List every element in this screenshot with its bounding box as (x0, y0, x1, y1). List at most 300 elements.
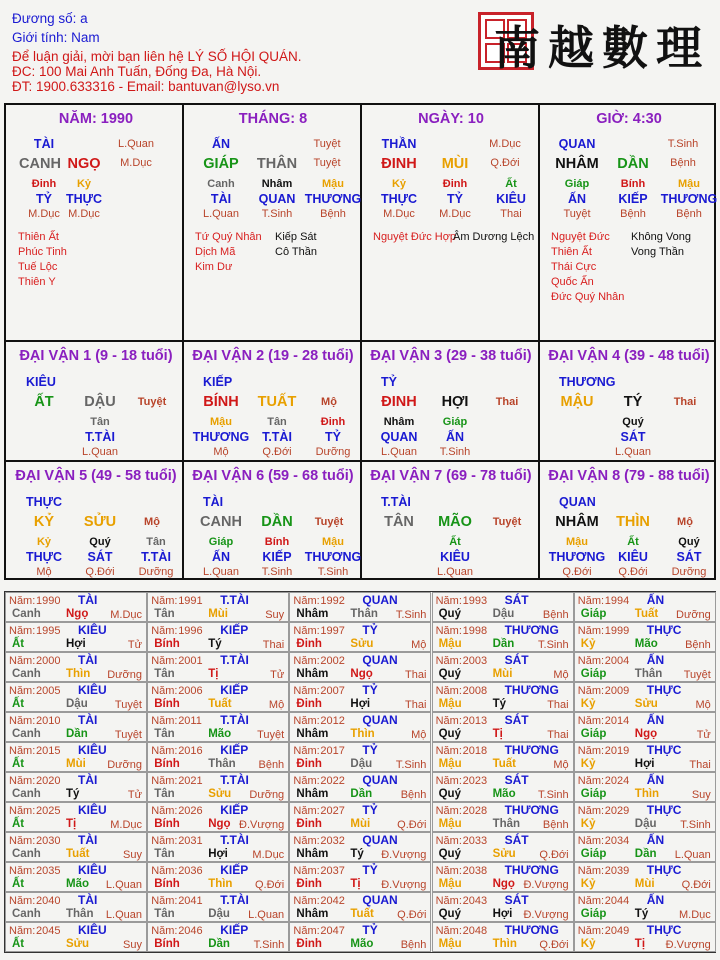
year-cell (289, 922, 431, 952)
year-branch: Dậu (492, 608, 515, 620)
year-ten-god: ẤN (646, 893, 665, 907)
annual-table (4, 591, 716, 953)
year-cell (432, 622, 574, 652)
year-status: Q.Đới (681, 879, 711, 891)
year-ten-god: KIẾP (220, 683, 249, 697)
dai-van-ten-god: TỶ (381, 375, 397, 389)
pillar-ten-god: ẤN (211, 137, 231, 151)
year-status: T.Sinh (395, 609, 427, 621)
hidden-status: M.Dục (383, 208, 415, 220)
year-stem: Đinh (296, 698, 322, 710)
year-branch: Tý (634, 908, 649, 920)
dai-van-branch: HỢI (441, 394, 469, 410)
year-branch: Dậu (208, 908, 230, 920)
year-ten-god: QUAN (362, 773, 398, 787)
year-label: Năm: (151, 925, 178, 937)
year-stem: Quý (438, 728, 461, 740)
dai-van-hidden-ten-god: ẤN (211, 550, 231, 564)
year-cell (289, 772, 431, 802)
year-ten-god: KIẾP (220, 623, 249, 637)
year-status: Đ.Vượng (381, 879, 427, 891)
dai-van-status: Mộ (144, 516, 160, 528)
year-ten-god: TỶ (362, 863, 378, 877)
year-status: Đ.Vượng (665, 939, 711, 951)
year-stem: Quý (438, 788, 461, 800)
year-branch: Mão (66, 878, 89, 890)
year-cell (574, 922, 716, 952)
year-cell (5, 682, 147, 712)
year-cell (147, 802, 289, 832)
year-branch: Hợi (208, 848, 228, 860)
year-label: Năm: (151, 625, 178, 637)
dai-van-hidden-status: Dưỡng (315, 446, 351, 458)
dai-van-hidden-status: L.Quan (380, 446, 418, 458)
dai-van-hidden-stem: Bính (264, 536, 290, 548)
star-item: Thiên Ất (551, 246, 592, 258)
year-cell (147, 772, 289, 802)
year-number: 2032 (320, 835, 345, 847)
year-number: 1995 (36, 625, 61, 637)
year-cell (5, 622, 147, 652)
pillar-title: THÁNG: 8 (238, 111, 308, 127)
year-stem: Quý (438, 608, 461, 620)
dai-van-hidden-ten-god: QUAN (380, 430, 418, 444)
year-branch: Tuất (492, 758, 517, 770)
hidden-status: Bệnh (320, 208, 346, 220)
dai-van-hidden-stem: Quý (678, 536, 700, 548)
year-stem: Giáp (580, 848, 607, 860)
year-ten-god: THƯƠNG (504, 803, 559, 817)
year-branch: Sửu (492, 848, 516, 860)
dai-van-hidden-status: Dưỡng (671, 566, 707, 578)
year-label: Năm: (435, 895, 462, 907)
dai-van-stem: TÂN (384, 514, 414, 530)
hidden-ten-god: THỰC (380, 192, 418, 206)
year-stem: Đinh (296, 638, 322, 650)
year-status: L.Quan (248, 909, 285, 921)
year-stem: Đinh (296, 758, 322, 770)
year-number: 2001 (178, 655, 203, 667)
hidden-status: M.Dục (439, 208, 471, 220)
year-ten-god: THỰC (646, 743, 682, 757)
year-branch: Thân (66, 908, 94, 920)
dai-van-hidden-ten-god: SÁT (676, 550, 702, 564)
year-number: 1997 (320, 625, 345, 637)
year-cell (5, 922, 147, 952)
year-status: Thai (262, 639, 285, 651)
dai-van-title: ĐẠI VẬN 3 (29 - 38 tuổi) (370, 348, 532, 364)
year-label: Năm: (9, 895, 36, 907)
dai-van-hidden-status: T.Sinh (439, 446, 471, 458)
year-label: Năm: (577, 865, 605, 877)
year-stem: Bính (154, 878, 180, 890)
year-label: Năm: (435, 745, 462, 757)
year-status: Thai (547, 699, 569, 711)
year-cell (289, 682, 431, 712)
year-branch: Sửu (350, 638, 374, 650)
year-status: Tử (696, 729, 711, 741)
year-number: 2005 (36, 685, 61, 697)
year-branch: Thìn (208, 878, 233, 890)
year-label: Năm: (293, 655, 320, 667)
year-ten-god: TÀI (78, 713, 98, 727)
dai-van-ten-god: THƯƠNG (559, 375, 616, 389)
year-number: 2012 (320, 715, 345, 727)
year-branch: Dần (492, 638, 515, 650)
year-ten-god: KIẾP (220, 923, 249, 937)
year-status: Thai (404, 669, 427, 681)
dai-van-hidden-stem: Giáp (442, 416, 468, 428)
year-number: 2015 (36, 745, 61, 757)
hidden-ten-god: KIÊU (496, 192, 526, 206)
year-cell (147, 652, 289, 682)
year-number: 2003 (462, 655, 488, 667)
dai-van-hidden-stem: Nhâm (383, 416, 415, 428)
year-status: Bệnh (685, 639, 711, 651)
year-cell (289, 832, 431, 862)
year-number: 2026 (178, 805, 203, 817)
year-label: Năm: (435, 685, 462, 697)
year-ten-god: QUAN (362, 713, 398, 727)
year-stem: Nhâm (296, 728, 329, 740)
year-number: 2021 (178, 775, 203, 787)
year-branch: Mão (350, 938, 374, 950)
year-label: Năm: (293, 745, 320, 757)
year-stem: Mậu (438, 938, 462, 950)
year-label: Năm: (151, 685, 178, 697)
dai-van-cell (541, 462, 717, 580)
year-ten-god: ẤN (646, 833, 665, 847)
dai-van-hidden-ten-god: TỶ (325, 430, 341, 444)
year-ten-god: TỶ (362, 683, 378, 697)
dai-van-hidden-ten-god: KIẾP (262, 550, 292, 564)
year-cell (432, 682, 574, 712)
year-label: Năm: (293, 595, 320, 607)
dai-van-title: ĐẠI VẬN 1 (9 - 18 tuổi) (19, 348, 173, 364)
dai-van-hidden-status: Mộ (213, 446, 229, 458)
dai-van-branch: DẦN (261, 514, 293, 530)
year-label: Năm: (293, 925, 320, 937)
dai-van-hidden-status: Q.Đới (618, 566, 648, 578)
year-ten-god: T.TÀI (220, 893, 249, 907)
year-label: Năm: (577, 715, 605, 727)
year-cell (432, 922, 574, 952)
year-ten-god: THỰC (646, 803, 682, 817)
pillar-cell (541, 105, 717, 340)
year-label: Năm: (577, 625, 605, 637)
year-status: L.Quan (674, 849, 711, 861)
year-label: Năm: (577, 805, 605, 817)
year-stem: Nhâm (296, 788, 329, 800)
year-stem: Canh (12, 848, 41, 860)
year-ten-god: ẤN (646, 653, 665, 667)
hidden-stem: Kỷ (76, 178, 92, 190)
year-ten-god: TÀI (78, 773, 98, 787)
year-label: Năm: (9, 865, 36, 877)
year-status: Bệnh (400, 789, 427, 801)
hidden-status: Bệnh (620, 208, 646, 220)
year-status: T.Sinh (253, 939, 285, 951)
year-ten-god: TỶ (362, 743, 378, 757)
year-label: Năm: (577, 745, 605, 757)
year-cell (5, 772, 147, 802)
year-ten-god: ẤN (646, 713, 665, 727)
year-branch: Tị (492, 728, 503, 740)
year-label: Năm: (293, 805, 320, 817)
pillar-title: GIỜ: 4:30 (596, 111, 662, 127)
year-label: Năm: (9, 745, 36, 757)
dai-van-title: ĐẠI VẬN 4 (39 - 48 tuổi) (548, 348, 710, 364)
year-label: Năm: (577, 595, 605, 607)
year-stem: Tân (154, 848, 175, 860)
year-ten-god: QUAN (362, 593, 398, 607)
year-number: 1996 (178, 625, 203, 637)
dai-van-hidden-ten-god: THƯƠNG (304, 550, 362, 564)
year-status: Q.Đới (397, 909, 427, 921)
year-cell (432, 742, 574, 772)
year-branch: Tuất (634, 608, 659, 620)
dai-van-ten-god: THỰC (26, 495, 63, 509)
year-number: 2027 (320, 805, 345, 817)
year-branch: Ngọ (66, 608, 89, 620)
year-ten-god: TÀI (78, 653, 98, 667)
contact-note: Để luận giải, mời bạn liên hệ LÝ SỐ HỘI QUÁN. (12, 49, 302, 64)
hidden-status: L.Quan (202, 208, 240, 220)
year-label: Năm: (293, 775, 320, 787)
year-cell (147, 832, 289, 862)
year-status: T.Sinh (395, 759, 427, 771)
year-number: 2020 (36, 775, 61, 787)
year-cell (432, 832, 574, 862)
year-label: Năm: (151, 655, 178, 667)
year-number: 2048 (462, 925, 488, 937)
year-ten-god: SÁT (504, 893, 529, 907)
pillar-branch-status: M.Dục (120, 157, 152, 169)
hidden-ten-god: THƯƠNG (304, 192, 362, 206)
year-branch: Dần (350, 788, 373, 800)
star-item: Thái Cực (551, 261, 597, 273)
stars-list (18, 230, 67, 290)
year-number: 2024 (604, 775, 630, 787)
dai-van-status: Mộ (677, 516, 693, 528)
year-number: 2010 (36, 715, 61, 727)
year-number: 1993 (462, 595, 488, 607)
dai-van-cell (185, 462, 361, 580)
year-status: Đ.Vượng (239, 819, 285, 831)
pillar-stem: CANH (19, 156, 61, 172)
year-status: Q.Đới (254, 879, 285, 891)
year-label: Năm: (9, 775, 36, 787)
year-label: Năm: (435, 655, 462, 667)
year-ten-god: THƯƠNG (504, 623, 559, 637)
star-item: Kim Dư (195, 261, 233, 273)
year-branch: Tý (66, 788, 80, 800)
year-label: Năm: (435, 925, 462, 937)
year-stem: Mậu (438, 638, 462, 650)
year-ten-god: T.TÀI (220, 773, 249, 787)
year-ten-god: THỰC (646, 863, 682, 877)
dai-van-hidden-stem: Đinh (320, 416, 346, 428)
year-ten-god: THƯƠNG (504, 863, 559, 877)
year-label: Năm: (9, 655, 36, 667)
dai-van-branch: DẬU (84, 394, 116, 410)
dai-van-hidden-ten-god: KIÊU (618, 550, 648, 564)
year-number: 2035 (36, 865, 61, 877)
star-item: Tuế Lộc (18, 261, 58, 273)
year-branch: Mùi (350, 818, 371, 830)
year-branch: Hợi (492, 908, 513, 920)
dai-van-status: Tuyệt (314, 516, 344, 528)
year-status: Q.Đới (397, 819, 427, 831)
year-status: Đ.Vượng (381, 849, 427, 861)
pillar-branch: THÂN (256, 156, 298, 172)
star-item: Vong Thần (631, 246, 685, 258)
hidden-ten-god: TÀI (210, 192, 232, 206)
dai-van-hidden-stem: Tân (267, 416, 287, 428)
dai-van-hidden-status: T.Sinh (317, 566, 349, 578)
year-number: 2030 (36, 835, 61, 847)
year-cell (5, 892, 147, 922)
year-branch: Tuất (208, 698, 232, 710)
year-stem: Nhâm (296, 848, 329, 860)
year-number: 2033 (462, 835, 488, 847)
dai-van-hidden-stem: Quý (622, 416, 644, 428)
star-item: Nguyệt Đức Hợp (373, 231, 457, 243)
dai-van-hidden-stem: Mậu (210, 416, 232, 428)
year-branch: Mùi (66, 758, 86, 770)
year-number: 2013 (462, 715, 488, 727)
year-branch: Thìn (66, 668, 91, 680)
year-branch: Dậu (634, 818, 657, 830)
year-stem: Bính (154, 938, 180, 950)
year-status: Tuyệt (114, 729, 142, 741)
year-cell (574, 802, 716, 832)
year-number: 2006 (178, 685, 203, 697)
year-number: 2029 (604, 805, 630, 817)
year-number: 2000 (36, 655, 61, 667)
hidden-status: Tuyệt (563, 208, 591, 220)
hidden-stem: Bính (620, 178, 646, 190)
year-stem: Đinh (296, 938, 322, 950)
year-stem: Canh (12, 668, 41, 680)
hidden-ten-god: ẤN (567, 192, 587, 206)
year-number: 2016 (178, 745, 203, 757)
pillar-branch-status: Bệnh (670, 157, 696, 169)
dai-van-cell (363, 342, 539, 460)
dai-van-hidden-stem: Giáp (208, 536, 234, 548)
year-label: Năm: (435, 595, 462, 607)
hidden-status: M.Dục (28, 208, 60, 220)
year-status: Mộ (553, 759, 569, 771)
year-cell (5, 862, 147, 892)
year-status: Thai (689, 759, 711, 771)
year-number: 2014 (604, 715, 630, 727)
pillar-status: Tuyệt (313, 138, 341, 150)
year-label: Năm: (293, 865, 320, 877)
year-cell (574, 592, 716, 622)
year-stem: Giáp (580, 608, 607, 620)
year-cell (574, 622, 716, 652)
year-stem: Quý (438, 668, 461, 680)
year-number: 2047 (320, 925, 345, 937)
year-ten-god: SÁT (504, 773, 529, 787)
year-ten-god: TỶ (362, 923, 378, 937)
year-cell (147, 862, 289, 892)
year-cell (147, 922, 289, 952)
year-status: T.Sinh (680, 819, 711, 831)
year-stem: Đinh (296, 878, 322, 890)
year-cell (147, 622, 289, 652)
dai-van-status: Mộ (321, 396, 337, 408)
dai-van-ten-god: QUAN (559, 495, 596, 509)
year-ten-god: KIÊU (78, 743, 107, 757)
dai-van-title: ĐẠI VẬN 6 (59 - 68 tuổi) (192, 468, 354, 484)
year-stem: Bính (154, 758, 180, 770)
dai-van-hidden-status: Q.Đới (562, 566, 592, 578)
year-stem: Kỷ (580, 638, 596, 650)
dai-van-status: Thai (673, 396, 697, 408)
dai-van-status: Tuyệt (137, 396, 167, 408)
year-number: 2007 (320, 685, 345, 697)
dai-van-ten-god: TÀI (203, 495, 224, 509)
dai-van-hidden-stem: Ất (449, 536, 461, 548)
year-branch: Ngọ (208, 818, 231, 830)
year-stem: Giáp (580, 668, 607, 680)
year-label: Năm: (293, 625, 320, 637)
hidden-ten-god: QUAN (258, 192, 296, 206)
year-label: Năm: (293, 685, 320, 697)
year-label: Năm: (151, 775, 178, 787)
dai-van-hidden-status: Dưỡng (138, 566, 174, 578)
year-number: 2022 (320, 775, 345, 787)
star-item: Thiên Ất (18, 231, 59, 243)
hidden-stem: Mậu (322, 178, 344, 190)
dai-van-hidden-ten-god: THƯƠNG (548, 550, 606, 564)
year-branch: Thìn (492, 938, 517, 950)
dai-van-hidden-stem: Quý (89, 536, 111, 548)
year-stem: Mậu (438, 878, 462, 890)
year-ten-god: THỰC (646, 923, 682, 937)
year-cell (5, 712, 147, 742)
year-status: Bệnh (258, 759, 285, 771)
brand-logo-text: 南越數理 (494, 21, 710, 75)
year-cell (289, 712, 431, 742)
year-branch: Thân (208, 758, 236, 770)
year-cell (289, 802, 431, 832)
year-cell (147, 592, 289, 622)
year-cell (432, 892, 574, 922)
hidden-ten-god: TỶ (36, 192, 52, 206)
year-branch: Thìn (634, 788, 660, 800)
year-ten-god: SÁT (504, 833, 529, 847)
year-cell (147, 742, 289, 772)
year-number: 2036 (178, 865, 203, 877)
year-stem: Nhâm (296, 908, 329, 920)
year-cell (289, 892, 431, 922)
star-item: Dịch Mã (195, 246, 236, 258)
year-label: Năm: (9, 805, 36, 817)
year-branch: Tị (66, 818, 77, 830)
year-status: Suy (123, 849, 142, 861)
year-cell (432, 712, 574, 742)
hidden-stem: Canh (207, 178, 235, 190)
year-branch: Ngọ (350, 668, 373, 680)
year-number: 2009 (604, 685, 630, 697)
hidden-ten-god: THỰC (65, 192, 103, 206)
year-branch: Mùi (492, 668, 513, 680)
pillar-status: M.Dục (489, 138, 521, 150)
hidden-stem: Kỷ (391, 178, 407, 190)
